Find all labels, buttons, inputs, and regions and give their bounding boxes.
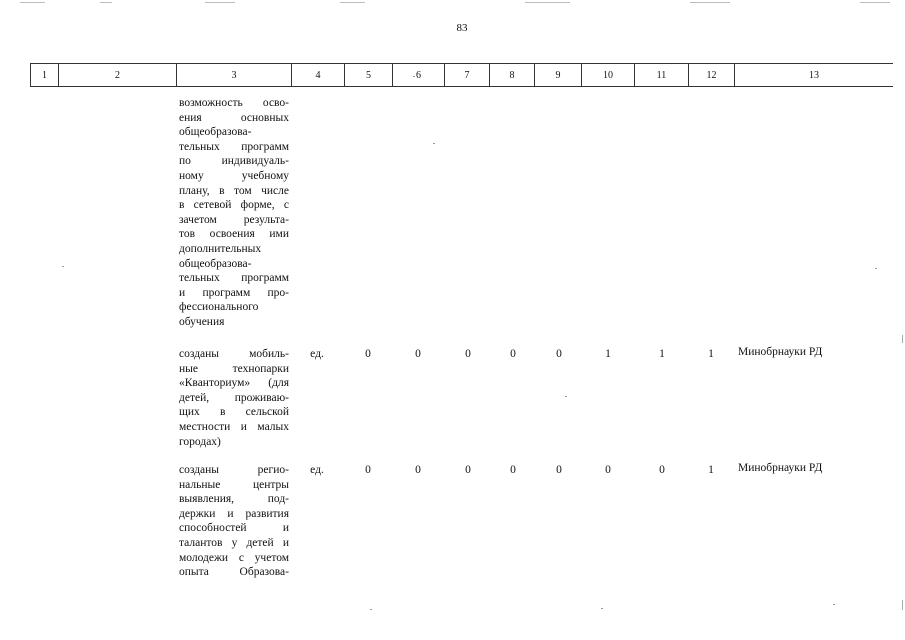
row-3-value-col-5: 0 (365, 464, 371, 476)
text-line: талантов у детей и (179, 536, 289, 549)
header-col-7: 7 (445, 64, 490, 87)
row-3-responsible: Минобрнауки РД (738, 462, 823, 474)
scan-speck (433, 143, 435, 144)
row-2-value-col-7: 0 (465, 348, 471, 360)
header-col-5: 5 (345, 64, 393, 87)
header-col-6: 6 (393, 64, 445, 87)
scan-mark (860, 2, 890, 3)
scan-mark (902, 335, 903, 343)
scan-mark (902, 600, 903, 610)
row-2-unit: ед. (310, 348, 324, 360)
row-3-unit: ед. (310, 464, 324, 476)
text-line: возможность осво- (179, 97, 289, 109)
text-line: тельных программ (179, 272, 289, 285)
row-2-value-col-12: 1 (708, 348, 714, 360)
text-line: общеобразова- (179, 257, 252, 270)
row-3-value-col-12: 1 (708, 464, 714, 476)
row-2-responsible: Минобрнауки РД (738, 346, 823, 358)
text-line: выявления, под- (179, 493, 289, 506)
text-line: и программ про- (179, 286, 289, 299)
text-line: способностей и (179, 522, 289, 535)
text-line: городах) (179, 435, 221, 448)
scan-speck (370, 609, 372, 610)
column-header-row (30, 63, 893, 87)
row-3-indicator-text (179, 463, 289, 580)
text-line: нальные центры (179, 478, 289, 491)
scan-mark (20, 2, 45, 3)
header-col-11: 11 (635, 64, 689, 87)
text-line: тов освоения ими (179, 228, 289, 241)
row-2-value-col-6: 0 (415, 348, 421, 360)
scan-speck (833, 604, 835, 605)
scan-mark (690, 2, 730, 3)
text-line: щих в сельской (179, 406, 289, 419)
scan-mark (525, 2, 570, 3)
text-line: общеобразова- (179, 126, 252, 139)
row-3-value-col-10: 0 (605, 464, 611, 476)
row-2-value-col-8: 0 (510, 348, 516, 360)
text-line: детей, проживаю- (179, 391, 289, 404)
text-line: обучения (179, 315, 225, 328)
row-2-value-col-9: 0 (556, 348, 562, 360)
text-line: дополнительных (179, 242, 262, 255)
text-line: ному учебному (179, 169, 289, 182)
header-col-10: 10 (582, 64, 635, 87)
text-line: «Кванториум» (для (179, 377, 289, 390)
scan-speck (62, 266, 64, 267)
text-line: по индивидуаль- (179, 155, 289, 168)
row-2-indicator-text (179, 347, 289, 449)
header-col-8: 8 (490, 64, 535, 87)
text-line: зачетом результа- (179, 213, 289, 226)
text-line: ения основных (179, 111, 289, 124)
row-2-value-col-5: 0 (365, 348, 371, 360)
scan-speck (601, 608, 603, 609)
header-col-1: 1 (31, 64, 59, 87)
scan-speck (875, 268, 877, 269)
header-col-2: 2 (59, 64, 177, 87)
row-1-indicator-text (179, 96, 289, 330)
row-3-value-col-11: 0 (659, 464, 665, 476)
text-line: созданы мобиль- (179, 348, 289, 360)
text-line: в сетевой форме, с (179, 199, 289, 212)
scan-mark (340, 2, 365, 3)
row-2-value-col-11: 1 (659, 348, 665, 360)
text-line: созданы регио- (179, 464, 289, 476)
text-line: фессионального (179, 301, 259, 314)
row-3-value-col-8: 0 (510, 464, 516, 476)
text-line: местности и малых (179, 420, 289, 433)
row-3-value-col-6: 0 (415, 464, 421, 476)
page-number: 83 (456, 22, 468, 34)
row-3-value-col-9: 0 (556, 464, 562, 476)
text-line: молодежи с учетом (179, 551, 289, 564)
header-col-3: 3 (177, 64, 292, 87)
text-line: держки и развития (179, 507, 289, 520)
row-3-value-col-7: 0 (465, 464, 471, 476)
header-col-9: 9 (535, 64, 582, 87)
scan-speck (565, 396, 567, 397)
text-line: опыта Образова- (179, 566, 289, 579)
text-line: ные технопарки (179, 362, 289, 375)
scan-mark (205, 2, 235, 3)
header-col-4: 4 (292, 64, 345, 87)
text-line: тельных программ (179, 140, 289, 153)
header-col-13: 13 (735, 64, 894, 87)
text-line: плану, в том числе (179, 184, 289, 197)
scan-speck (413, 76, 415, 77)
row-2-value-col-10: 1 (605, 348, 611, 360)
header-col-12: 12 (689, 64, 735, 87)
scan-mark (100, 2, 112, 3)
